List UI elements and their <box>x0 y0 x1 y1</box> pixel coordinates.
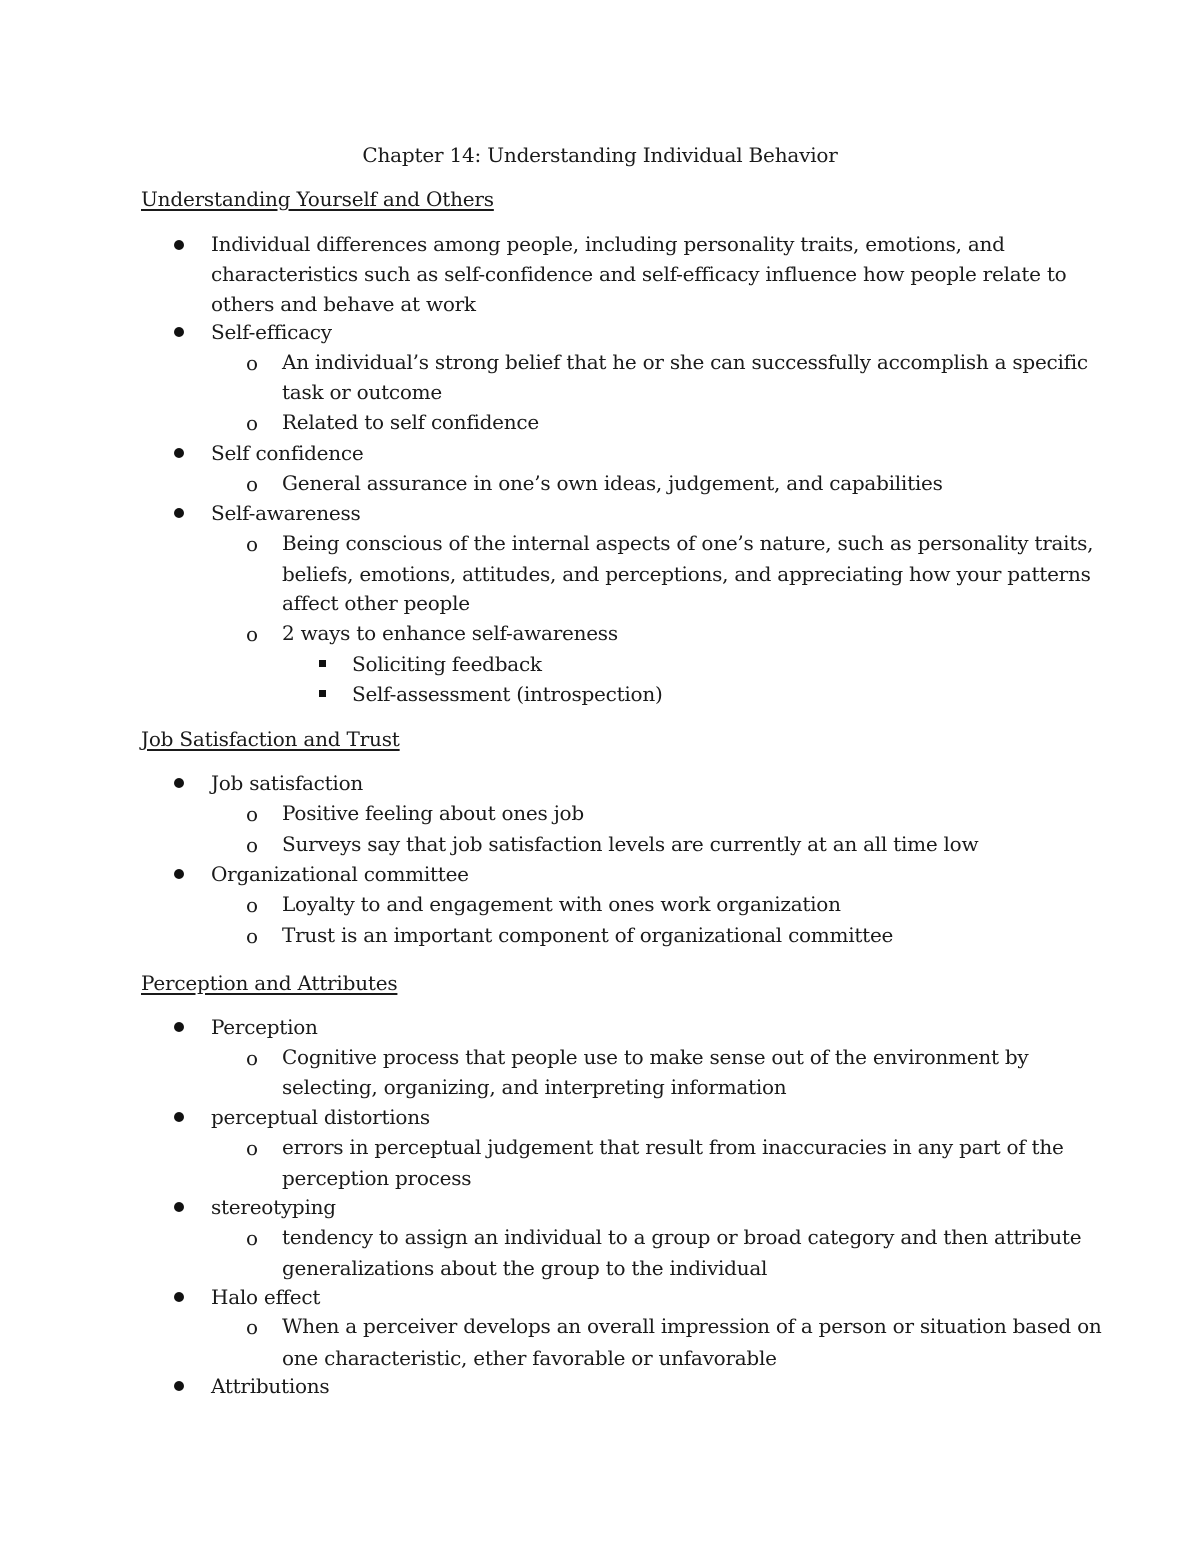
sub-item-line: When a perceiver develops an overall impression of a person or situation based on <box>282 1314 1102 1338</box>
bullet-icon <box>174 327 184 337</box>
circle-bullet-icon: o <box>246 802 259 826</box>
list-item-line: Halo effect <box>211 1285 321 1309</box>
sub-item-line: errors in perceptual judgement that result from inaccuracies in any part of the <box>282 1135 1064 1159</box>
circle-bullet-icon: o <box>246 924 259 948</box>
circle-bullet-icon: o <box>246 893 259 917</box>
list-item-line: stereotyping <box>211 1195 336 1219</box>
circle-bullet-icon: o <box>246 1226 259 1250</box>
sub-item-line: generalizations about the group to the individual <box>282 1256 768 1280</box>
bullet-icon <box>174 869 184 879</box>
list-item-line: Self-efficacy <box>211 320 332 344</box>
sub-item-line: General assurance in one’s own ideas, judgement, and capabilities <box>282 471 943 495</box>
list-item-line: others and behave at work <box>211 292 476 316</box>
sub-item-line: Cognitive process that people use to make sense out of the environment by <box>282 1045 1029 1069</box>
sub-item-line: Surveys say that job satisfaction levels are currently at an all time low <box>282 832 979 856</box>
circle-bullet-icon: o <box>246 833 259 857</box>
bullet-icon <box>174 1202 184 1212</box>
sub-item-line: task or outcome <box>282 380 442 404</box>
circle-bullet-icon: o <box>246 532 259 556</box>
list-item-line: Self-awareness <box>211 501 361 525</box>
sub-item-line: 2 ways to enhance self-awareness <box>282 621 618 645</box>
sub-item-line: beliefs, emotions, attitudes, and perceptions, and appreciating how your patterns <box>282 562 1091 586</box>
bullet-icon <box>174 1381 184 1391</box>
sub-item-line: tendency to assign an individual to a group or broad category and then attribute <box>282 1225 1082 1249</box>
section-heading-perception: Perception and Attributes <box>141 971 398 995</box>
square-bullet-icon <box>319 690 326 697</box>
sub-sub-item-line: Soliciting feedback <box>352 652 542 676</box>
sub-item-line: affect other people <box>282 591 470 615</box>
circle-bullet-icon: o <box>246 1136 259 1160</box>
circle-bullet-icon: o <box>246 1315 259 1339</box>
sub-item-line: Related to self confidence <box>282 410 539 434</box>
section-heading-job-satisfaction: Job Satisfaction and Trust <box>141 727 400 751</box>
bullet-icon <box>174 1292 184 1302</box>
document-title: Chapter 14: Understanding Individual Behavior <box>362 143 838 167</box>
list-item-line: Organizational committee <box>211 862 469 886</box>
section-heading-understanding-yourself: Understanding Yourself and Others <box>141 187 494 211</box>
list-item-line: Individual differences among people, including personality traits, emotions, and <box>211 232 1005 256</box>
sub-item-line: one characteristic, ether favorable or unfavorable <box>282 1346 777 1370</box>
list-item-line: Perception <box>211 1015 318 1039</box>
circle-bullet-icon: o <box>246 622 259 646</box>
square-bullet-icon <box>319 660 326 667</box>
sub-item-line: Loyalty to and engagement with ones work organization <box>282 892 841 916</box>
sub-sub-item-line: Self-assessment (introspection) <box>352 682 663 706</box>
bullet-icon <box>174 778 184 788</box>
list-item-line: perceptual distortions <box>211 1105 430 1129</box>
list-item-line: characteristics such as self-confidence and self-efficacy influence how people relate to <box>211 262 1067 286</box>
circle-bullet-icon: o <box>246 472 259 496</box>
sub-item-line: selecting, organizing, and interpreting information <box>282 1075 787 1099</box>
sub-item-line: Trust is an important component of organizational committee <box>282 923 894 947</box>
sub-item-line: An individual’s strong belief that he or she can successfully accomplish a specific <box>282 350 1088 374</box>
circle-bullet-icon: o <box>246 411 259 435</box>
circle-bullet-icon: o <box>246 1046 259 1070</box>
bullet-icon <box>174 508 184 518</box>
sub-item-line: Positive feeling about ones job <box>282 801 584 825</box>
bullet-icon <box>174 1022 184 1032</box>
bullet-icon <box>174 1112 184 1122</box>
bullet-icon <box>174 448 184 458</box>
bullet-icon <box>174 240 184 250</box>
sub-item-line: perception process <box>282 1166 472 1190</box>
list-item-line: Self confidence <box>211 441 364 465</box>
list-item-line: Attributions <box>211 1374 330 1398</box>
circle-bullet-icon: o <box>246 351 259 375</box>
list-item-line: Job satisfaction <box>211 771 363 795</box>
sub-item-line: Being conscious of the internal aspects of one’s nature, such as personality traits, <box>282 531 1094 555</box>
